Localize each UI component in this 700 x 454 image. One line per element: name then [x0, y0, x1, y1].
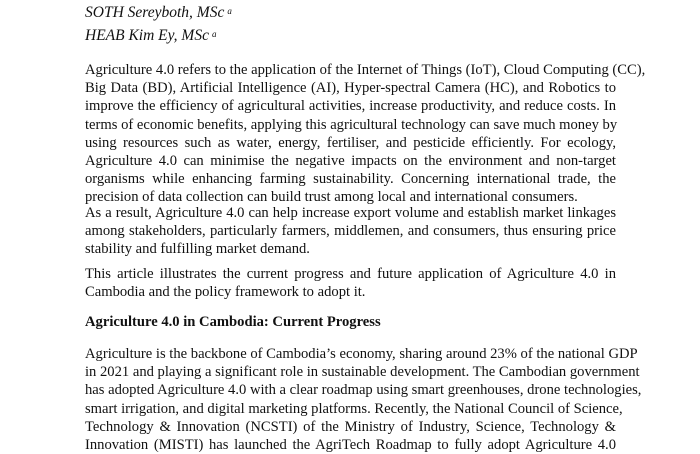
- paragraph-line: Big Data (BD), Artificial Intelligence (AI), Hyper-spectral Camera (HC), and Robotics to: [85, 80, 616, 97]
- author-name: HEAB Kim Ey, MSc: [85, 27, 209, 44]
- author-name: SOTH Sereyboth, MSc: [85, 4, 225, 21]
- paragraph-line: smart irrigation, and digital marketing platforms. Recently, the National Council of Science,: [85, 400, 623, 417]
- author-2: [85, 27, 216, 45]
- section-paragraph: [85, 345, 642, 454]
- paragraph-line: Agriculture 4.0 can minimise the negative impacts on the environment and non-target: [85, 152, 616, 169]
- paragraph-line: stability and fulfilling market demand.: [85, 241, 310, 258]
- paragraph-2: [85, 204, 616, 259]
- paragraph-line: Agriculture is the backbone of Cambodia’s economy, sharing around 23% of the national GDP: [85, 346, 638, 362]
- paragraph-line: improve the efficiency of agricultural activities, increase productivity, and reduce costs. In: [85, 98, 616, 115]
- paragraph-line: Agriculture 4.0 refers to the application of the Internet of Things (IoT), Cloud Computing (CC),: [85, 62, 646, 78]
- paragraph-1: [85, 61, 646, 207]
- paragraph-line: Innovation (MISTI) has launched the AgriTech Roadmap to fully adopt Agriculture 4.0: [85, 436, 616, 453]
- affiliation-mark: a: [211, 29, 217, 39]
- paragraph-line: among stakeholders, particularly farmers, middlemen, and consumers, thus ensuring price: [85, 223, 616, 240]
- section-heading: Agriculture 4.0 in Cambodia: Current Progress: [85, 314, 381, 330]
- paragraph-line: terms of economic benefits, applying this agricultural technology can save much money by: [85, 116, 618, 133]
- paragraph-line: precision of data collection can build trust among local and international consumers.: [85, 189, 578, 206]
- paragraph-line: in 2021 and playing a significant role in sustainable development. The Cambodian government: [85, 364, 640, 381]
- paragraph-line: using resources such as water, energy, fertiliser, and pesticide efficiently. For ecology,: [85, 134, 616, 151]
- paragraph-3: [85, 265, 616, 301]
- paragraph-line: has adopted Agriculture 4.0 with a clear roadmap using smart greenhouses, drone technologies,: [85, 382, 642, 399]
- paragraph-line: Cambodia and the policy framework to adopt it.: [85, 284, 366, 301]
- paragraph-line: This article illustrates the current progress and future application of Agriculture 4.0 in: [85, 266, 616, 282]
- author-1: [85, 4, 232, 22]
- paragraph-line: As a result, Agriculture 4.0 can help increase export volume and establish market linkages: [85, 205, 616, 221]
- affiliation-mark: a: [227, 6, 232, 16]
- paragraph-line: Technology & Innovation (NCSTI) of the Ministry of Industry, Science, Technology &: [85, 418, 616, 435]
- paragraph-line: organisms while enhancing farming sustainability. Concerning international trade, the: [85, 171, 616, 188]
